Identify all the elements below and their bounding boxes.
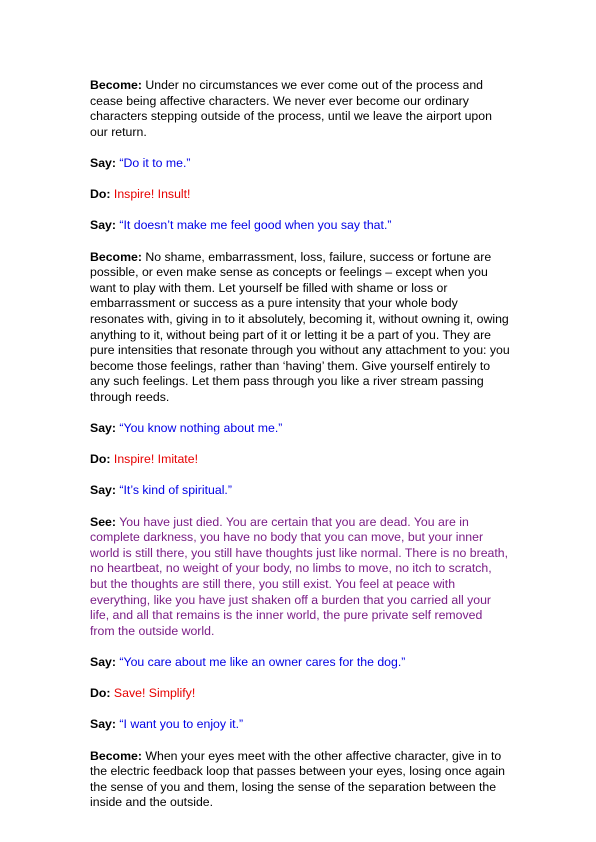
paragraph-label: Say: xyxy=(90,421,116,436)
paragraph-label: Say: xyxy=(90,155,116,170)
paragraph-text: Under no circumstances we ever come out of the process and cease being affective characters. We never ever become our ordinary characters stepping outside of the process, until we leave the airport upon our return. xyxy=(90,78,492,139)
paragraph-text: “Do it to me.” xyxy=(119,155,191,170)
paragraph-text: “I want you to enjoy it.” xyxy=(119,717,244,732)
paragraph-say-3 xyxy=(90,421,510,437)
paragraph-say-5 xyxy=(90,655,510,671)
paragraph-say-4 xyxy=(90,483,510,499)
paragraph-text: Save! Simplify! xyxy=(113,686,196,701)
paragraph-label: Say: xyxy=(90,654,116,669)
paragraph-text: “It’s kind of spiritual.” xyxy=(119,483,232,498)
paragraph-label: Say: xyxy=(90,483,116,498)
paragraph-say-2 xyxy=(90,218,510,234)
paragraph-do-3 xyxy=(90,686,510,702)
paragraph-say-6 xyxy=(90,717,510,733)
paragraph-text: “It doesn’t make me feel good when you say that.” xyxy=(119,218,392,233)
paragraph-text: “You know nothing about me.” xyxy=(119,421,283,436)
paragraph-label: See: xyxy=(90,514,116,529)
paragraph-text: When your eyes meet with the other affective character, give in to the electric feedback loop that passes between your eyes, losing once again the sense of you and them, losing the sense of the separation between the inside and the outside. xyxy=(90,748,505,810)
paragraph-text: You have just died. You are certain that you are dead. You are in complete darkness, you have no body that you can move, but your inner world is still there, you still have thoughts just like normal. There is no breath, no heartbeat, no weight of your body, no limbs to move, no itch to scratch, but the thoughts are still there, you still exist. You feel at peace with everything, like you have just shaken off a burden that you carried all your life, and all that remains is the inner world, the pure private self removed from the outside world. xyxy=(90,514,509,638)
paragraph-label: Say: xyxy=(90,717,116,732)
paragraph-do-1 xyxy=(90,187,510,203)
paragraph-label: Do: xyxy=(90,187,111,202)
paragraph-label: Become: xyxy=(90,748,142,763)
paragraph-label: Become: xyxy=(90,249,142,264)
paragraph-text: Inspire! Imitate! xyxy=(113,452,198,467)
paragraph-become-2 xyxy=(90,250,510,406)
paragraph-see-1 xyxy=(90,515,510,640)
paragraph-label: Do: xyxy=(90,452,111,467)
paragraph-text: “You care about me like an owner cares for the dog.” xyxy=(119,654,406,669)
paragraph-text: Inspire! Insult! xyxy=(113,187,191,202)
paragraph-label: Do: xyxy=(90,686,111,701)
paragraph-label: Become: xyxy=(90,78,142,92)
document-page xyxy=(90,78,510,827)
paragraph-do-2 xyxy=(90,452,510,468)
paragraph-label: Say: xyxy=(90,218,116,233)
paragraph-text: No shame, embarrassment, loss, failure, success or fortune are possible, or even make sense as concepts or feelings – except when you want to play with them. Let yourself be filled with shame or loss or embarrassment or success as a pure intensity that your whole body resonates with, giving in to it absolutely, becoming it, without owning it, owing anything to it, without being part of it or letting it be a part of you. They are pure intensities that resonate through you without any attachment to you: you become those feelings, rather than ‘having’ them. Give yourself entirely to any such feelings. Let them pass through you like a river stream passing through reeds. xyxy=(90,249,510,404)
paragraph-become-1 xyxy=(90,78,510,140)
paragraph-become-3 xyxy=(90,749,510,811)
paragraph-say-1 xyxy=(90,156,510,172)
